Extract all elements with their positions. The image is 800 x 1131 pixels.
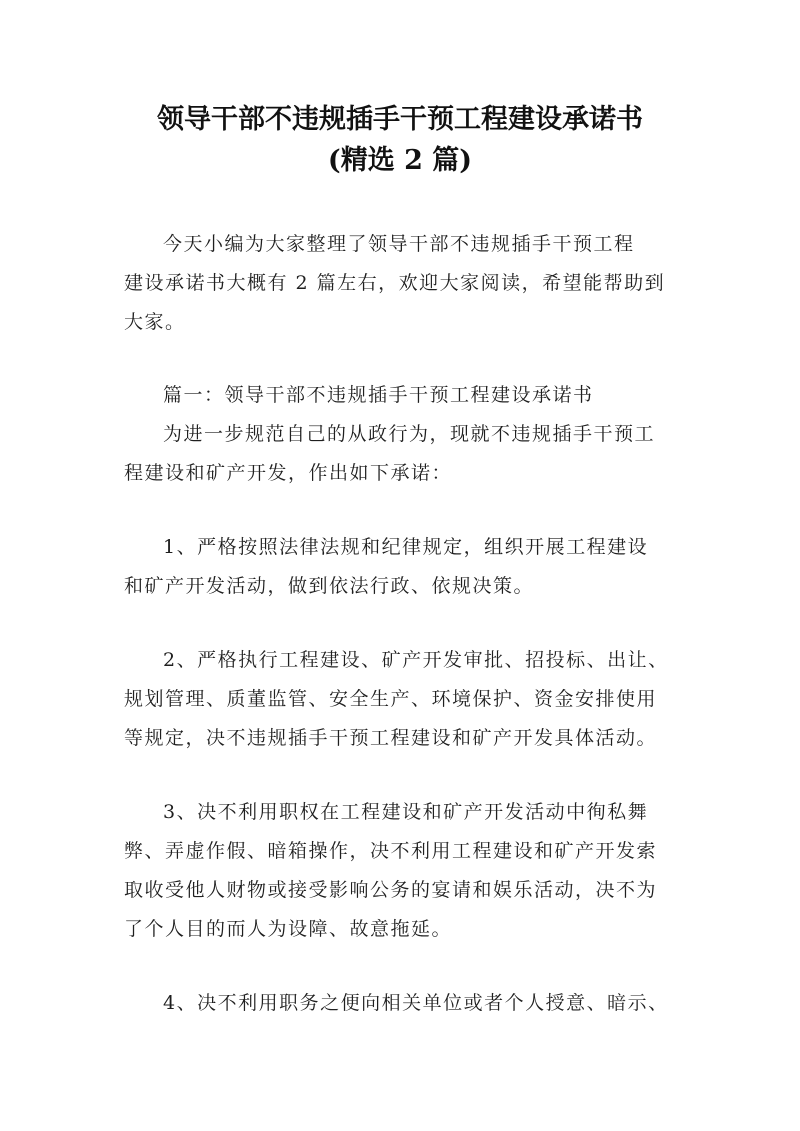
document-title-line-1: 领导干部不违规插手干预工程建设承诺书 xyxy=(157,104,643,135)
item-3-line-4: 了个人目的而人为设障、故意拖延。 xyxy=(124,918,453,940)
document-title-line-2: (精选 2 篇) xyxy=(327,145,473,176)
item-1-line-1: 1、严格按照法律法规和纪律规定，组织开展工程建设 xyxy=(163,536,649,558)
intro-line-1: 今天小编为大家整理了领导干部不违规插手干预工程 xyxy=(163,233,635,255)
item-2-line-3: 等规定，决不违规插手干预工程建设和矿产开发具体活动。 xyxy=(124,727,658,749)
item-1-line-2: 和矿产开发活动，做到依法行政、依规决策。 xyxy=(124,575,535,597)
item-3-line-2: 弊、弄虚作假、暗箱操作，决不利用工程建设和矿产开发索 xyxy=(124,840,658,862)
section-heading: 篇一：领导干部不违规插手干预工程建设承诺书 xyxy=(163,384,594,406)
intro-line-3: 大家。 xyxy=(124,311,186,333)
preamble-line-2: 程建设和矿产开发，作出如下承诺： xyxy=(124,462,453,484)
item-2-line-2: 规划管理、质董监管、安全生产、环境保护、资金安排使用 xyxy=(124,688,658,710)
item-3-line-1: 3、决不利用职权在工程建设和矿产开发活动中徇私舞 xyxy=(163,801,649,823)
item-2-line-1: 2、严格执行工程建设、矿产开发审批、招投标、出让、 xyxy=(163,649,669,671)
preamble-line-1: 为进一步规范自己的从政行为，现就不违规插手干预工 xyxy=(163,423,656,445)
item-3-line-3: 取收受他人财物或接受影响公务的宴请和娱乐活动，决不为 xyxy=(124,879,658,901)
item-4-line-1: 4、决不利用职务之便向相关单位或者个人授意、暗示、 xyxy=(163,992,669,1014)
intro-line-2: 建设承诺书大概有 2 篇左右，欢迎大家阅读，希望能帮助到 xyxy=(124,272,666,294)
